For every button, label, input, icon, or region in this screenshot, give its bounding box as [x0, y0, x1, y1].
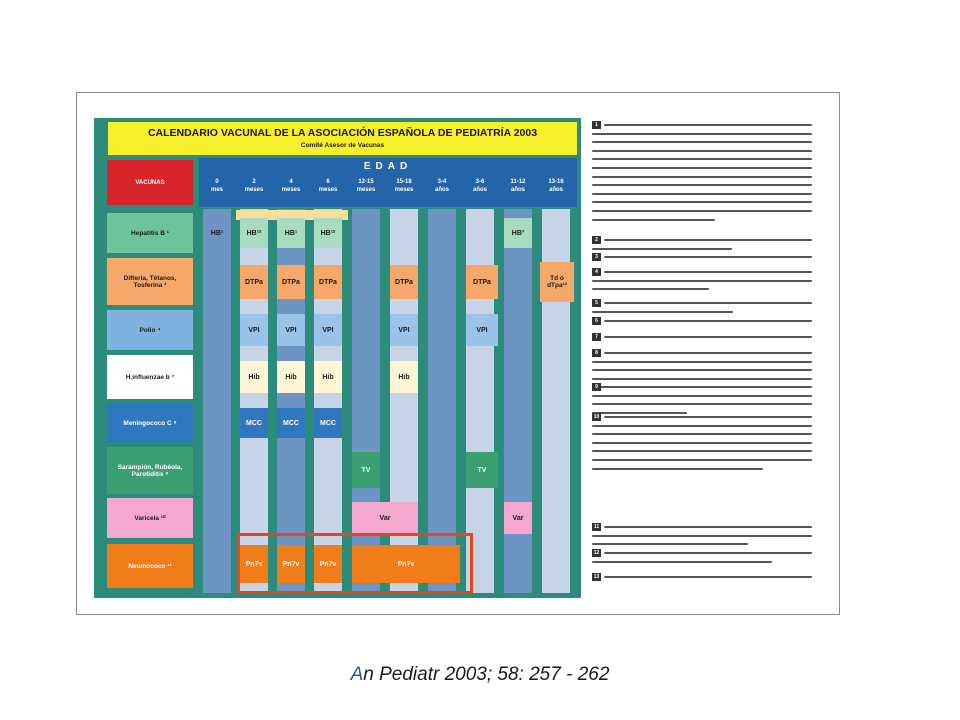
row-label-dtp: Difteria, Tétanos, Tosferina ² [107, 258, 193, 305]
calendar-subtitle: Comité Asesor de Vacunas [300, 142, 385, 149]
footnote-number: 9 [592, 383, 601, 391]
footnote-text-line [604, 352, 812, 354]
cell-var-11y: Var [504, 502, 532, 534]
row-label-varicela: Varicela ¹⁰ [107, 498, 193, 538]
footnote-text-line [592, 193, 812, 195]
footnote-text-line [604, 256, 812, 258]
footnote-number: 7 [592, 333, 601, 341]
footnote-text-line [604, 239, 812, 241]
footnote-text-line [592, 150, 812, 152]
cell-var-12m: Var [352, 502, 418, 534]
cell-td-13y: Td ó dTpa¹³ [540, 262, 574, 302]
cell-hb-4m: HB¹ [277, 218, 305, 248]
cell-pn-6m: Pn7v [314, 545, 342, 583]
footnote-text-line [604, 271, 812, 273]
footnote-text-line [592, 425, 812, 427]
footnote-text-line [592, 412, 687, 414]
row-label-hib: H.influenzae b ⁷ [107, 355, 193, 399]
row-label-polio: Polio ⁴ [107, 310, 193, 350]
cell-hib-4m: Hib [277, 361, 305, 393]
vaccines-corner-label: VACUNAS [107, 160, 193, 205]
cell-vpi-6m: VPI [314, 314, 342, 346]
cell-hb-0m: HB¹ [203, 218, 231, 248]
footnote-text-line [604, 416, 812, 418]
age-unit: mes [210, 187, 223, 193]
footnote-text-line [592, 184, 812, 186]
footnote-text-line [592, 450, 812, 452]
footnote-number: 12 [593, 550, 600, 556]
age-unit: meses [281, 187, 301, 193]
footnote-text-line [592, 442, 812, 444]
footnote-text-line [604, 302, 812, 304]
footnote-text-line [592, 403, 812, 405]
footnote-text-line [592, 210, 812, 212]
age-value: 3-4 [437, 179, 447, 185]
footnote-text-line [592, 141, 812, 143]
cell-vpi-15m: VPI [390, 314, 418, 346]
footnote-number: 4 [592, 268, 601, 276]
footnote-text-line [592, 433, 812, 435]
footnote-number: 11 [593, 524, 600, 530]
footnote-text-line [604, 124, 812, 126]
age-label [387, 178, 421, 194]
age-value: 0 [215, 179, 219, 185]
footnote-text-line [592, 535, 812, 537]
footnote-text-line [592, 167, 812, 169]
footnote-text-line [592, 176, 812, 178]
cell-dtpa-3y: DTPa [466, 265, 498, 299]
footnote-text-line [592, 468, 763, 470]
cell-mcc-2m: MCC [240, 408, 268, 438]
footnote-text-line [604, 386, 812, 388]
cell-hb-2m: HB¹² [240, 218, 268, 248]
row-label-srp: Sarampión, Rubéola, Parotiditis ⁹ [107, 447, 193, 494]
cell-vpi-4m: VPI [277, 314, 305, 346]
age-label [274, 178, 308, 194]
age-unit: meses [318, 187, 338, 193]
footnote-text-line [592, 248, 732, 250]
age-value: 15-18 [396, 179, 412, 185]
column-0m [203, 209, 231, 593]
footnote-number: 3 [592, 253, 601, 261]
footnotes [592, 121, 814, 596]
cell-hib-2m: Hib [240, 361, 268, 393]
age-label [200, 178, 234, 194]
age-value: 12-15 [358, 179, 374, 185]
calendar-title: CALENDARIO VACUNAL DE LA ASOCIACIÓN ESPAÑOLA DE PEDIATRÍA 2003 [147, 127, 538, 139]
neumococo-highlight-box [237, 533, 473, 594]
cell-tv-3y: TV [466, 452, 498, 488]
age-label [425, 178, 459, 194]
footnote-text-line [604, 576, 812, 578]
footnote-text-line [592, 378, 812, 380]
cell-mcc-4m: MCC [277, 408, 305, 438]
age-value: 11-12 [510, 179, 526, 185]
footnote-text-line [604, 552, 812, 554]
footnote-text-line [592, 561, 772, 563]
age-label [349, 178, 383, 194]
cell-vpi-2m: VPI [240, 314, 268, 346]
cell-vpi-3y: VPI [466, 314, 498, 346]
cell-hb-6m: HB¹² [314, 218, 342, 248]
footnote-text-line [592, 543, 748, 545]
cell-hib-15m: Hib [390, 361, 418, 393]
footnote-text-line [592, 395, 812, 397]
cell-dtpa-4m: DTPa [277, 265, 305, 299]
footnote-number: 13 [593, 574, 600, 580]
footnote-number: 8 [592, 349, 601, 357]
age-unit: años [510, 187, 525, 193]
age-unit: meses [356, 187, 376, 193]
age-unit: meses [394, 187, 414, 193]
footnote-text-line [592, 459, 812, 461]
cell-pn-12m: Pn7v [352, 545, 460, 583]
age-label [237, 178, 271, 194]
age-value: 13-16 [548, 179, 564, 185]
age-label [463, 178, 497, 194]
age-unit: años [548, 187, 563, 193]
footnote-number: 6 [592, 317, 601, 325]
cell-tv-12m: TV [352, 452, 380, 488]
footnote-text-line [592, 288, 709, 290]
cell-pn-4m: Pn7v [277, 545, 305, 583]
age-unit: meses [244, 187, 264, 193]
cell-pn-2m: Pn7v [240, 545, 268, 583]
footnote-text-line [592, 311, 733, 313]
age-header-label: EDAD [363, 161, 413, 172]
footnote-text-line [604, 320, 812, 322]
footnote-text-line [592, 219, 715, 221]
footnote-text-line [592, 361, 812, 363]
footnote-text-line [592, 369, 812, 371]
citation-rest: n Pediatr 2003; 58: 257 - 262 [363, 664, 610, 685]
column-11y [504, 209, 532, 593]
cell-mcc-6m: MCC [314, 408, 342, 438]
age-value: 3-6 [475, 179, 485, 185]
cell-dtpa-15m: DTPa [390, 265, 418, 299]
age-label [501, 178, 535, 194]
citation-first-letter: A [350, 664, 364, 685]
age-value: 4 [289, 179, 293, 185]
footnote-number: 10 [593, 414, 600, 420]
age-unit: años [472, 187, 487, 193]
cell-hb-11y: HB³ [504, 218, 532, 248]
citation [0, 664, 960, 686]
cell-hib-6m: Hib [314, 361, 342, 393]
footnote-text-line [604, 526, 812, 528]
age-label [539, 178, 573, 194]
row-label-meningococo: Meningococo C ⁸ [107, 404, 193, 442]
footnote-number: 2 [592, 236, 601, 244]
row-label-neumococo: Neumococo ¹¹ [107, 544, 193, 588]
age-value: 6 [326, 179, 330, 185]
age-value: 2 [252, 179, 256, 185]
age-label [311, 178, 345, 194]
footnote-text-line [592, 133, 812, 135]
age-unit: años [434, 187, 449, 193]
row-label-hepatitis-b: Hepatitis B ¹ [107, 213, 193, 253]
footnote-text-line [592, 280, 812, 282]
footnote-text-line [592, 201, 812, 203]
footnote-number: 1 [592, 121, 601, 129]
cell-dtpa-2m: DTPa [240, 265, 268, 299]
calendar-title-box [108, 122, 577, 155]
cell-dtpa-6m: DTPa [314, 265, 342, 299]
footnote-text-line [604, 336, 812, 338]
footnote-number: 5 [592, 299, 601, 307]
footnote-text-line [592, 158, 812, 160]
